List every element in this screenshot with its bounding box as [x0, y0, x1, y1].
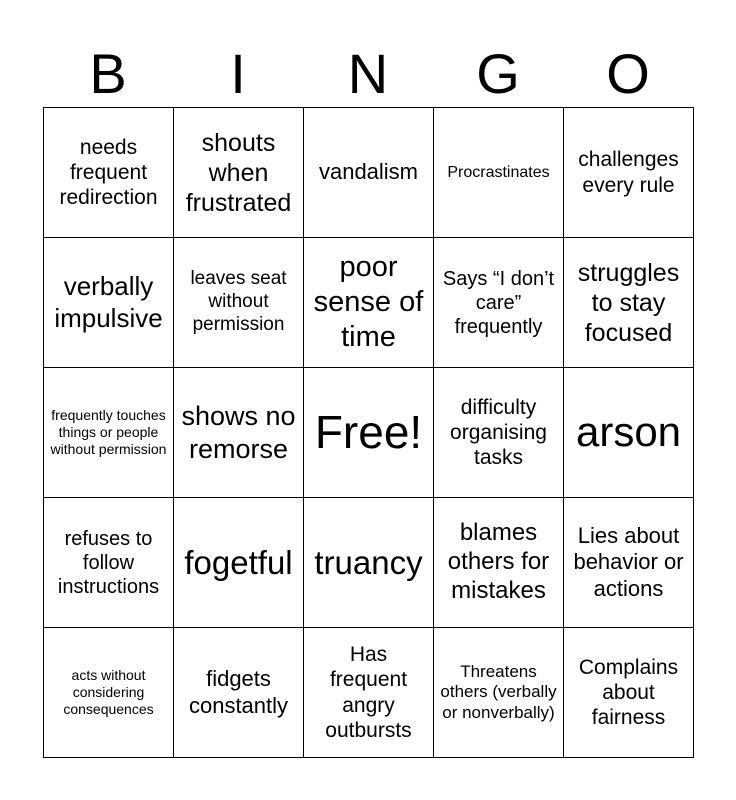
bingo-row [44, 238, 694, 368]
bingo-cell[interactable]: Free! [304, 368, 434, 498]
bingo-cell[interactable]: frequently touches things or people without permission [44, 368, 174, 498]
bingo-cell[interactable]: acts without considering consequences [44, 628, 174, 758]
bingo-cell[interactable]: poor sense of time [304, 238, 434, 368]
bingo-cell[interactable]: refuses to follow instructions [44, 498, 174, 628]
bingo-card [43, 107, 694, 758]
bingo-cell[interactable]: Says “I don’t care” frequently [434, 238, 564, 368]
header-letter-g: G [476, 42, 520, 105]
header-letter-o: O [606, 42, 650, 105]
bingo-cell[interactable]: Threatens others (verbally or nonverbally) [434, 628, 564, 758]
bingo-cell[interactable]: shouts when frustrated [174, 108, 304, 238]
bingo-cell[interactable]: needs frequent redirection [44, 108, 174, 238]
bingo-cell[interactable]: verbally impulsive [44, 238, 174, 368]
bingo-cell[interactable]: arson [564, 368, 694, 498]
bingo-cell[interactable]: struggles to stay focused [564, 238, 694, 368]
bingo-row [44, 368, 694, 498]
bingo-cell[interactable]: Lies about behavior or actions [564, 498, 694, 628]
header-letter-b: B [89, 42, 127, 105]
bingo-cell[interactable]: fogetful [174, 498, 304, 628]
bingo-cell[interactable]: Has frequent angry outbursts [304, 628, 434, 758]
bingo-cell[interactable]: shows no remorse [174, 368, 304, 498]
bingo-row [44, 498, 694, 628]
header-letter-n: N [347, 42, 389, 105]
bingo-cell[interactable]: fidgets constantly [174, 628, 304, 758]
bingo-cell[interactable]: truancy [304, 498, 434, 628]
bingo-cell[interactable]: vandalism [304, 108, 434, 238]
bingo-cell[interactable]: blames others for mistakes [434, 498, 564, 628]
header-letter-i: I [230, 42, 246, 105]
bingo-cell[interactable]: Complains about fairness [564, 628, 694, 758]
bingo-cell[interactable]: leaves seat without permission [174, 238, 304, 368]
bingo-header [43, 40, 693, 108]
bingo-cell[interactable]: Procrastinates [434, 108, 564, 238]
bingo-cell[interactable]: difficulty organising tasks [434, 368, 564, 498]
bingo-row [44, 108, 694, 238]
bingo-cell[interactable]: challenges every rule [564, 108, 694, 238]
bingo-row [44, 628, 694, 758]
